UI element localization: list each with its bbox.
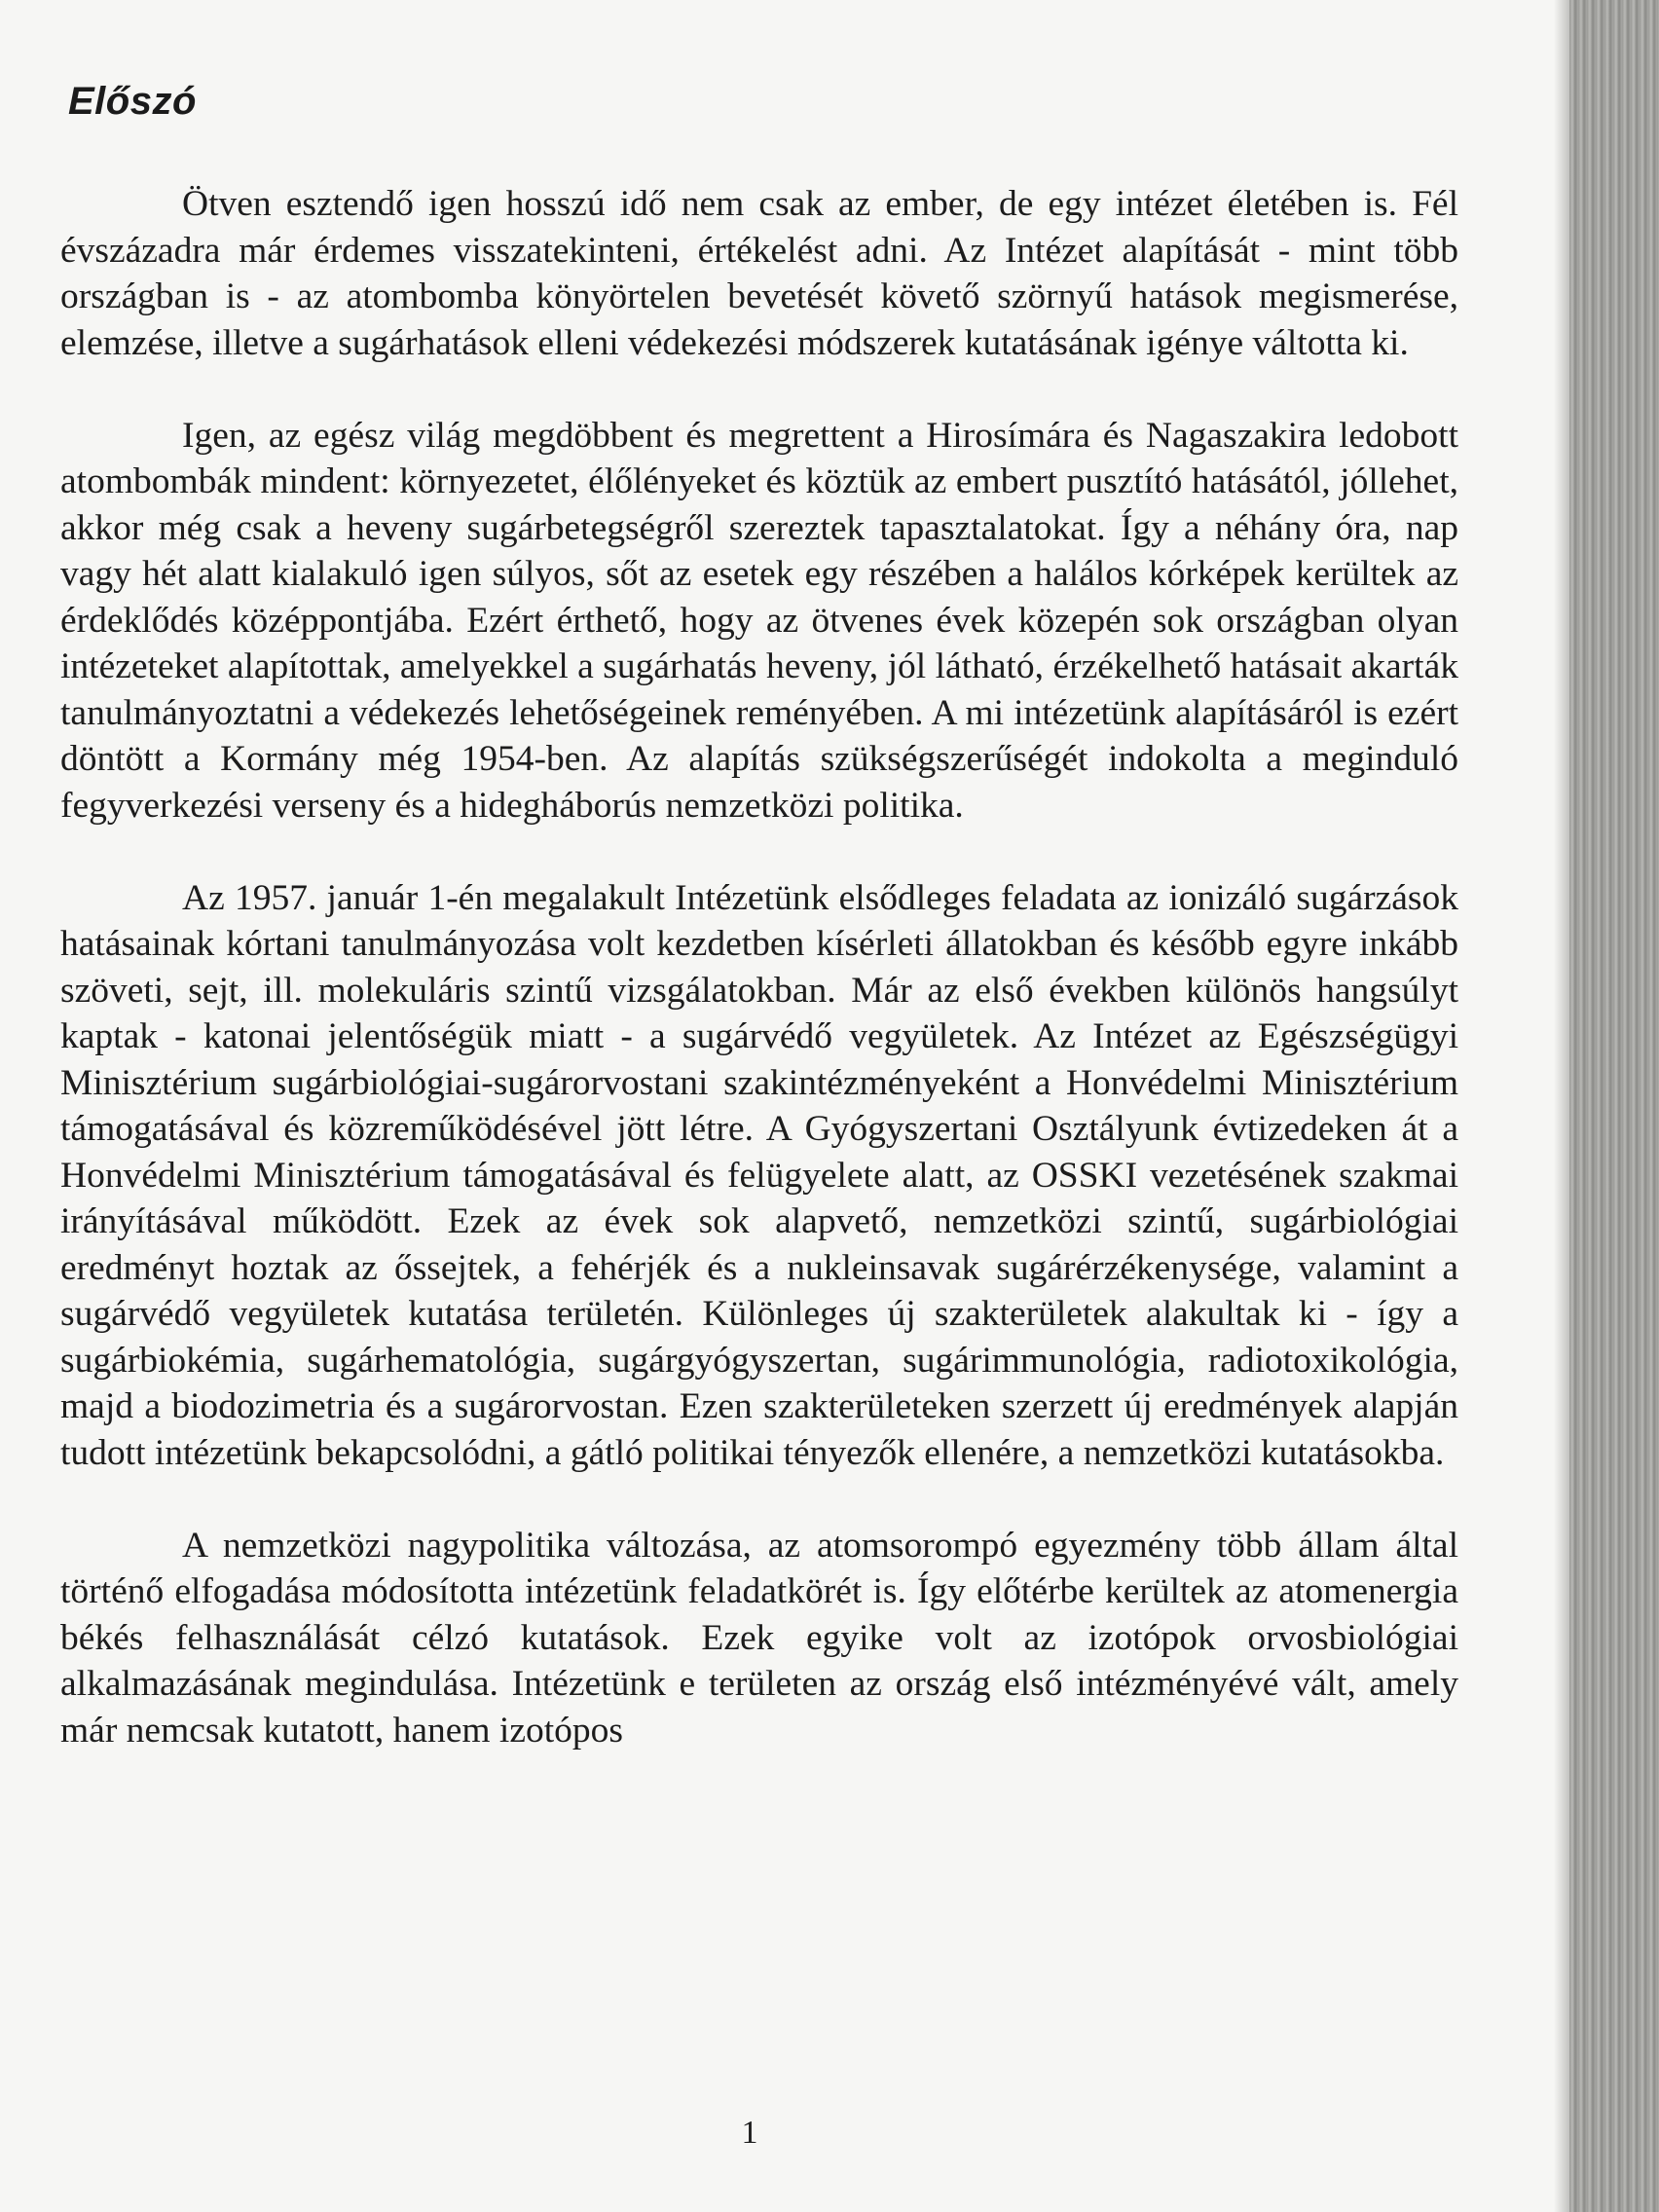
page-heading: Előszó xyxy=(68,80,197,123)
book-spine-edge xyxy=(1569,0,1659,2212)
paragraph-1: Ötven esztendő igen hosszú idő nem csak az ember, de egy intézet életében is. Fél évszázadra már érdemes visszatekinteni, értékelést adni. Az Intézet alapítását - mint több országban is - az atombomba könyörtelen bevetését követő szörnyű hatások megismerése, elemzése, illetve a sugárhatások elleni védekezési módszerek kutatásának igénye váltotta ki. xyxy=(60,184,1458,363)
paragraph-2: Igen, az egész világ megdöbbent és megrettent a Hirosímára és Nagaszakira ledobott atombombák mindent: környezetet, élőlényeket és köztük az embert pusztító hatásától, jóllehet, akkor még csak a heveny sugárbetegségről szereztek tapasztalatokat. Így a néhány óra, nap vagy hét alatt kialakuló igen súlyos, sőt az esetek egy részében a halálos kórképek kerültek az érdeklődés középpontjába. Ezért érthető, hogy az ötvenes évek közepén sok országban olyan intézeteket alapítottak, amelyekkel a sugárhatás heveny, jól látható, érzékelhető hatásait akarták tanulmányoztatni a védekezés lehetőségeinek reményében. A mi intézetünk alapításáról is ezért döntött a Kormány még 1954-ben. Az alapítás szükségszerűségét indokolta a meginduló fegyverkezési verseny és a hidegháborús nemzetközi politika. xyxy=(60,415,1458,826)
page-number: 1 xyxy=(741,2115,758,2151)
paragraph-4: A nemzetközi nagypolitika változása, az atomsorompó egyezmény több állam által történő elfogadása módosította intézetünk feladatkörét is. Így előtérbe kerültek az atomenergia békés felhasználását célzó kutatások. Ezek egyike volt az izotópok orvosbiológiai alkalmazásának megindulása. Intézetünk e területen az ország első intézményévé vált, amely már nemcsak kutatott, hanem izotópos xyxy=(60,1525,1458,1751)
paragraph-3: Az 1957. január 1-én megalakult Intézetünk elsődleges feladata az ionizáló sugárzások hatásainak kórtani tanulmányozása volt kezdetben kísérleti állatokban és később egyre inkább szöveti, sejt, ill. molekuláris szintű vizsgálatokban. Már az első években különös hangsúlyt kaptak - katonai jelentőségük miatt - a sugárvédő vegyületek. Az Intézet az Egészségügyi Minisztérium sugárbiológiai-sugárorvostani szakintézményeként a Honvédelmi Minisztérium támogatásával és közreműködésével jött létre. A Gyógyszertani Osztályunk évtizedeken át a Honvédelmi Minisztérium támogatásával és felügyelete alatt, az OSSKI vezetésének szakmai irányításával működött. Ezek az évek sok alapvető, nemzetközi szintű, sugárbiológiai eredményt hoztak az őssejtek, a fehérjék és a nukleinsavak sugárérzékenysége, valamint a sugárvédő vegyületek kutatása területén. Különleges új szakterületek alakultak ki - így a sugárbiokémia, sugárhematológia, sugárgyógyszertan, sugárimmunológia, radiotoxikológia, majd a biodozimetria és a sugárorvostan. Ezen szakterületeken szerzett új eredmények alapján tudott intézetünk bekapcsolódni, a gátló politikai tényezők ellenére, a nemzetközi kutatásokba. xyxy=(60,877,1458,1473)
page-edge-shadow xyxy=(1554,0,1569,2212)
body-text xyxy=(60,181,1458,1753)
